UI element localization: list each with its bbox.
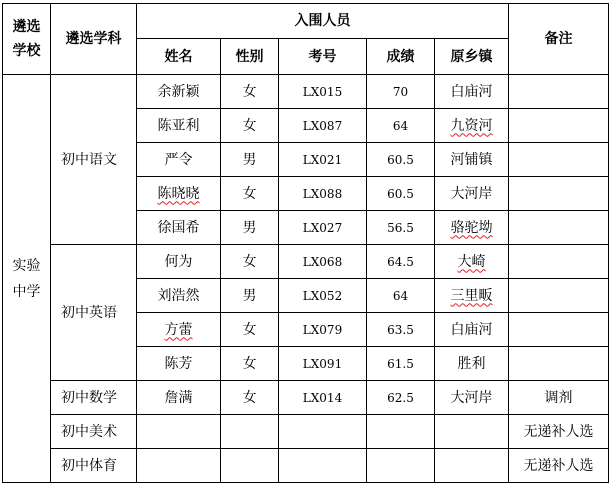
- cell-gender: 女: [221, 75, 279, 109]
- header-remarks: 备注: [509, 4, 609, 75]
- header-hometown: 原乡镇: [435, 39, 509, 75]
- cell-hometown: 大河岸: [435, 381, 509, 415]
- cell-hometown: 白庙河: [435, 313, 509, 347]
- cell-hometown: [435, 211, 509, 245]
- header-score: 成绩: [367, 39, 435, 75]
- header-shortlisted: 入围人员: [137, 4, 509, 39]
- cell-name: [137, 415, 221, 449]
- cell-hometown: [435, 449, 509, 483]
- cell-exam-no: LX087: [279, 109, 367, 143]
- header-gender: 性别: [221, 39, 279, 75]
- cell-score: 56.5: [367, 211, 435, 245]
- cell-hometown: 大河岸: [435, 177, 509, 211]
- header-name: 姓名: [137, 39, 221, 75]
- cell-hometown: 白庙河: [435, 75, 509, 109]
- cell-remark: [509, 279, 609, 313]
- subject-english: 初中英语: [51, 245, 137, 381]
- cell-gender: 男: [221, 279, 279, 313]
- header-school-line1: 遴选: [12, 19, 41, 35]
- spellcheck-text: 三里畈: [450, 287, 493, 304]
- cell-gender: 女: [221, 245, 279, 279]
- cell-name: 余新颖: [137, 75, 221, 109]
- cell-gender: [221, 415, 279, 449]
- cell-exam-no: LX014: [279, 381, 367, 415]
- table-row: [3, 75, 609, 109]
- cell-name: 陈芳: [137, 347, 221, 381]
- spellcheck-text: 陈晓晓: [157, 185, 200, 202]
- cell-score: 64.5: [367, 245, 435, 279]
- cell-exam-no: [279, 415, 367, 449]
- cell-name: 陈亚利: [137, 109, 221, 143]
- cell-exam-no: LX021: [279, 143, 367, 177]
- header-school: [3, 4, 51, 75]
- cell-score: 60.5: [367, 177, 435, 211]
- cell-exam-no: LX088: [279, 177, 367, 211]
- cell-remark: [509, 75, 609, 109]
- cell-gender: [221, 449, 279, 483]
- cell-name: 徐国希: [137, 211, 221, 245]
- subject-pe: 初中体育: [51, 449, 137, 483]
- cell-name: [137, 449, 221, 483]
- cell-exam-no: LX052: [279, 279, 367, 313]
- school-cell: [3, 75, 51, 483]
- header-subject: 遴选学科: [51, 4, 137, 75]
- cell-exam-no: LX068: [279, 245, 367, 279]
- cell-hometown: 胜利: [435, 347, 509, 381]
- cell-exam-no: [279, 449, 367, 483]
- cell-name: 严令: [137, 143, 221, 177]
- spellcheck-text: 大崎: [457, 253, 486, 270]
- cell-remark: 无递补人选: [509, 415, 609, 449]
- cell-hometown: 河铺镇: [435, 143, 509, 177]
- spellcheck-text: 骆驼坳: [450, 219, 493, 236]
- cell-name: 詹满: [137, 381, 221, 415]
- header-school-line2: 学校: [12, 43, 41, 59]
- table-row: [3, 449, 609, 483]
- table-row: [3, 245, 609, 279]
- cell-score: 64: [367, 109, 435, 143]
- cell-gender: 女: [221, 109, 279, 143]
- cell-hometown: [435, 109, 509, 143]
- cell-score: [367, 415, 435, 449]
- cell-remark: [509, 211, 609, 245]
- cell-exam-no: LX027: [279, 211, 367, 245]
- cell-exam-no: LX091: [279, 347, 367, 381]
- cell-hometown: [435, 415, 509, 449]
- cell-score: 61.5: [367, 347, 435, 381]
- cell-score: [367, 449, 435, 483]
- school-line2: 中学: [12, 283, 41, 300]
- cell-remark: [509, 109, 609, 143]
- subject-math: 初中数学: [51, 381, 137, 415]
- cell-score: 60.5: [367, 143, 435, 177]
- shortlist-table: [2, 3, 609, 483]
- cell-remark: 调剂: [509, 381, 609, 415]
- table-row: [3, 415, 609, 449]
- cell-remark: [509, 347, 609, 381]
- cell-name: 何为: [137, 245, 221, 279]
- cell-gender: 女: [221, 381, 279, 415]
- cell-score: 63.5: [367, 313, 435, 347]
- cell-exam-no: LX079: [279, 313, 367, 347]
- cell-remark: 无递补人选: [509, 449, 609, 483]
- cell-score: 62.5: [367, 381, 435, 415]
- cell-gender: 男: [221, 211, 279, 245]
- cell-gender: 女: [221, 177, 279, 211]
- cell-exam-no: LX015: [279, 75, 367, 109]
- cell-score: 70: [367, 75, 435, 109]
- cell-remark: [509, 177, 609, 211]
- subject-chinese: 初中语文: [51, 75, 137, 245]
- cell-gender: 女: [221, 347, 279, 381]
- cell-name: [137, 177, 221, 211]
- cell-gender: 女: [221, 313, 279, 347]
- header-exam-no: 考号: [279, 39, 367, 75]
- cell-remark: [509, 143, 609, 177]
- spellcheck-text: 九资河: [450, 117, 493, 134]
- school-line1: 实验: [12, 257, 41, 274]
- cell-gender: 男: [221, 143, 279, 177]
- cell-remark: [509, 245, 609, 279]
- cell-name: 刘浩然: [137, 279, 221, 313]
- cell-hometown: [435, 245, 509, 279]
- spellcheck-text: 方蕾: [164, 321, 193, 338]
- cell-name: [137, 313, 221, 347]
- cell-score: 64: [367, 279, 435, 313]
- cell-hometown: [435, 279, 509, 313]
- cell-remark: [509, 313, 609, 347]
- subject-art: 初中美术: [51, 415, 137, 449]
- table-row: [3, 381, 609, 415]
